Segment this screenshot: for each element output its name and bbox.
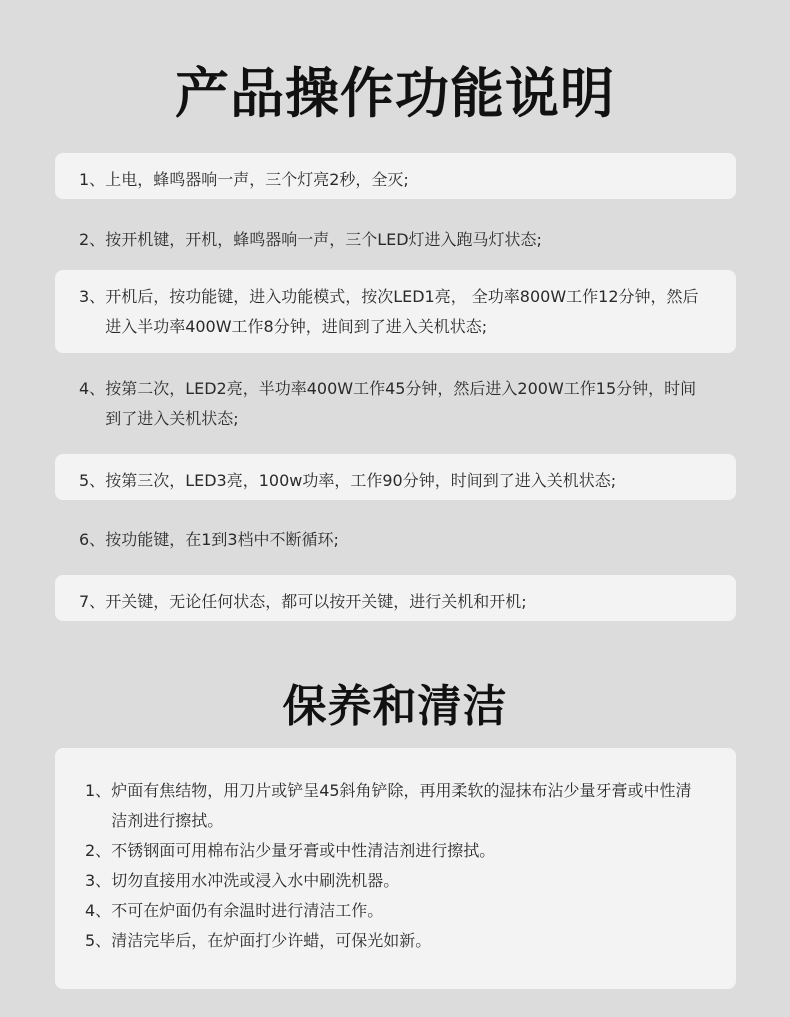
step-item bbox=[55, 575, 736, 621]
step-text: 按功能键，在1到3档中不断循环; bbox=[105, 530, 339, 549]
care-item bbox=[85, 896, 706, 926]
page-title: 产品操作功能说明 bbox=[175, 62, 615, 125]
step-number: 1、 bbox=[79, 170, 106, 189]
step-text: 上电，蜂鸣器响一声，三个灯亮2秒，全灭; bbox=[105, 170, 409, 189]
care-number: 3、 bbox=[85, 871, 112, 890]
step-number: 5、 bbox=[79, 471, 106, 490]
care-number: 2、 bbox=[85, 841, 112, 860]
step-number: 6、 bbox=[79, 530, 106, 549]
step-number: 2、 bbox=[79, 230, 106, 249]
step-text: 按第三次，LED3亮，100w功率，工作90分钟，时间到了进入关机状态; bbox=[105, 471, 617, 490]
step-text: 开机后，按功能键，进入功能模式，按次LED1亮， 全功率800W工作12分钟，然后进入半功率400W工作8分钟，进间到了进入关机状态; bbox=[105, 287, 699, 336]
care-item bbox=[85, 836, 706, 866]
step-text: 按第二次，LED2亮，半功率400W工作45分钟，然后进入200W工作15分钟，时间到了进入关机状态; bbox=[105, 379, 697, 428]
care-item bbox=[85, 866, 706, 896]
care-text: 切勿直接用水冲洗或浸入水中刷洗机器。 bbox=[111, 871, 400, 890]
care-item bbox=[85, 776, 706, 836]
care-text: 不锈钢面可用棉布沾少量牙膏或中性清洁剂进行擦拭。 bbox=[111, 841, 496, 860]
care-text: 清洁完毕后，在炉面打少许蜡，可保光如新。 bbox=[111, 931, 432, 950]
step-item bbox=[55, 454, 736, 500]
step-text: 按开机键，开机，蜂鸣器响一声，三个LED灯进入跑马灯状态; bbox=[105, 230, 542, 249]
step-number: 3、 bbox=[79, 287, 106, 306]
step-number: 7、 bbox=[79, 592, 106, 611]
care-text: 炉面有焦结物，用刀片或铲呈45斜角铲除，再用柔软的湿抹布沾少量牙膏或中性清洁剂进行擦拭。 bbox=[111, 781, 692, 830]
care-text: 不可在炉面仍有余温时进行清洁工作。 bbox=[111, 901, 384, 920]
step-number: 4、 bbox=[79, 379, 106, 398]
step-item bbox=[55, 513, 736, 559]
step-item bbox=[55, 362, 736, 445]
care-item bbox=[85, 926, 706, 956]
step-text: 开关键，无论任何状态，都可以按开关键，进行关机和开机; bbox=[105, 592, 527, 611]
care-number: 4、 bbox=[85, 901, 112, 920]
care-title: 保养和清洁 bbox=[282, 681, 508, 732]
step-item bbox=[55, 153, 736, 199]
step-item bbox=[55, 213, 736, 259]
care-list bbox=[55, 748, 736, 989]
care-number: 1、 bbox=[85, 781, 112, 800]
care-number: 5、 bbox=[85, 931, 112, 950]
step-item bbox=[55, 270, 736, 353]
